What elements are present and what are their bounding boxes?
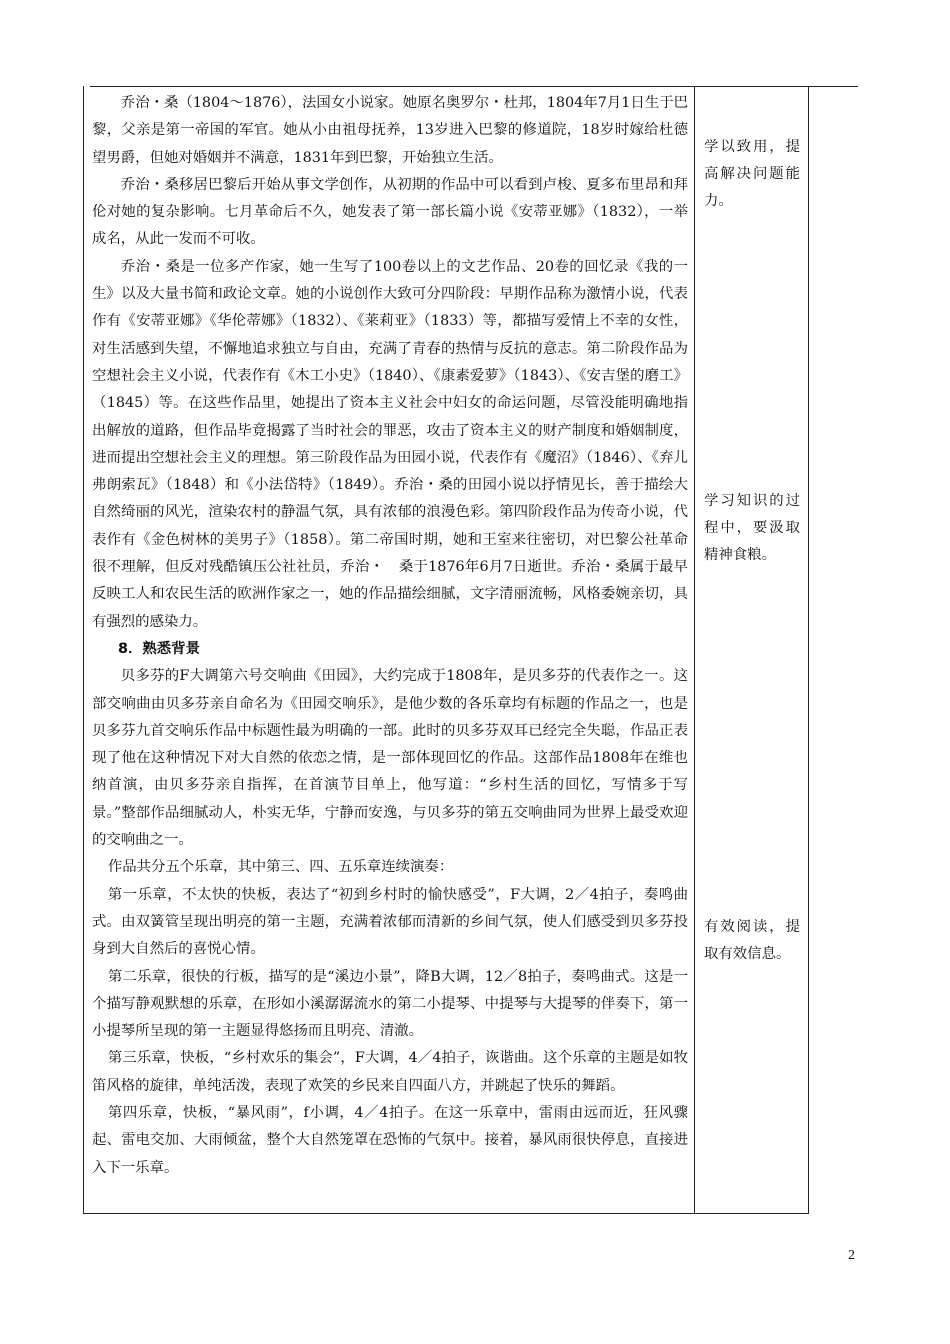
paragraph-movement-3: 第三乐章，快板，“乡村欢乐的集会”，F大调，4／4拍子，诙谐曲。这个乐章的主题是如牧笛风格的旋律，单纯活泼，表现了欢笑的乡民来自四面八方，并跳起了快乐的舞蹈。 [92,1050,688,1094]
paragraph-pastoral-symphony: 贝多芬的F大调第六号交响曲《田园》，大约完成于1808年，是贝多芬的代表作之一。这部交响曲由贝多芬亲自命名为《田园交响乐》，是他少数的各乐章均有标题的作品之一，也是贝多芬九首交响乐作品中标题性最为明确的一部。此时的贝多芬双耳已经完全失聪，作品正表现了他在这种情况下对大自然的依恋之情，是一部体现回忆的作品。这部作品1808年在维也纳首演，由贝多芬亲自指挥，在首演节目单上，他写道：“乡村生活的回忆，写情多于写景。”整部作品细腻动人，朴实无华，宁静而安逸，与贝多芬的第五交响曲同为世界上最受欢迎的交响曲之一。 [92,668,688,849]
page-number: 2 [848,1248,855,1263]
main-content-cell [92,90,688,1182]
paragraph-george-sand-biography: 乔治・桑（1804～1876），法国女小说家。她原名奥罗尔・杜邦，1804年7月1日生于巴黎，父亲是第一帝国的军官。她从小由祖母抚养，13岁进入巴黎的修道院，18岁时嫁给杜德望男爵，但她对婚姻并不满意，1831年到巴黎，开始独立生活。 [92,95,688,166]
paragraph-george-sand-works: 乔治・桑是一位多产作家，她一生写了100卷以上的文艺作品、20卷的回忆录《我的一生》以及大量书简和政论文章。她的小说创作大致可分四阶段：早期作品称为激情小说，代表作有《安蒂亚娜》《华伦蒂娜》（1832）、《莱莉亚》（1833）等，都描写爱情上不幸的女性，对生活感到失望，不懈地追求独立与自由，充满了青春的热情与反抗的意志。第二阶段作品为空想社会主义小说，代表作有《木工小史》（1840）、《康素爱萝》（1843）、《安吉堡的磨工》（1845）等。在这些作品里，她提出了资本主义社会中妇女的命运问题，尽管没能明确地指出解放的道路，但作品毕竟揭露了当时社会的罪恶，攻击了资本主义的财产制度和婚姻制度，进而提出空想社会主义的理想。第三阶段作品为田园小说，代表作有《魔沼》（1846）、《弃儿弗朗索瓦》（1848）和《小法岱特》（1849）。乔治・桑的田园小说以抒情见长，善于描绘大自然绮丽的风光，渲染农村的静温气氛，具有浓郁的浪漫色彩。第四阶段作品为传奇小说，代表作有《金色树林的美男子》（1858）。第二帝国时期，她和王室来往密切，对巴黎公社革命很不理解，但反对残酷镇压公社社员，乔治・ 桑于1876年6月7日逝世。乔治・桑属于最早反映工人和农民生活的欧洲作家之一，她的作品描绘细腻，文字清丽流畅，风格委婉亲切，具有强烈的感染力。 [92,258,688,630]
paragraph-movements-intro: 作品共分五个乐章，其中第三、四、五乐章连续演奏： [107,859,454,876]
section-heading-background: 8．熟悉背景 [118,640,200,657]
column-divider [694,86,695,1214]
paragraph-movement-1: 第一乐章，不太快的快板，表达了“初到乡村时的愉快感受”，F大调，2／4拍子，奏鸣曲式。由双簧管呈现出明亮的第一主题，充满着浓郁而清新的乡间气氛，使人们感受到贝多芬投身到大自然后的喜悦心情。 [92,886,688,958]
paragraph-movement-4: 第四乐章，快板，“暴风雨”，f小调，4／4拍子。在这一乐章中，雷雨由远而近，狂风骤起、雷电交加、大雨倾盆，整个大自然笼罩在恐怖的气氛中。接着，暴风雨很快停息，直接进入下一乐章。 [92,1104,688,1176]
paragraph-movement-2: 第二乐章，很快的行板，描写的是“溪边小景”，降B大调，12／8拍子，奏鸣曲式。这是一个描写静观默想的乐章，在形如小溪潺潺流水的第二小提琴、中提琴与大提琴的伴奏下，第一小提琴所呈现的第一主题显得悠扬而且明亮、清澈。 [92,968,688,1040]
side-note-apply-learning: 学以致用，提高解决问题能力。 [704,139,800,209]
side-note-spiritual-nourishment: 学习知识的过程中，要汲取精神食粮。 [704,493,800,563]
paragraph-george-sand-early-career: 乔治・桑移居巴黎后开始从事文学创作，从初期的作品中可以看到卢梭、夏多布里昂和拜伦对她的复杂影响。七月革命后不久，她发表了第一部长篇小说《安蒂亚娜》（1832），一举成名，从此一发而不可收。 [92,176,688,248]
side-note-effective-reading: 有效阅读，提取有效信息。 [704,919,800,962]
